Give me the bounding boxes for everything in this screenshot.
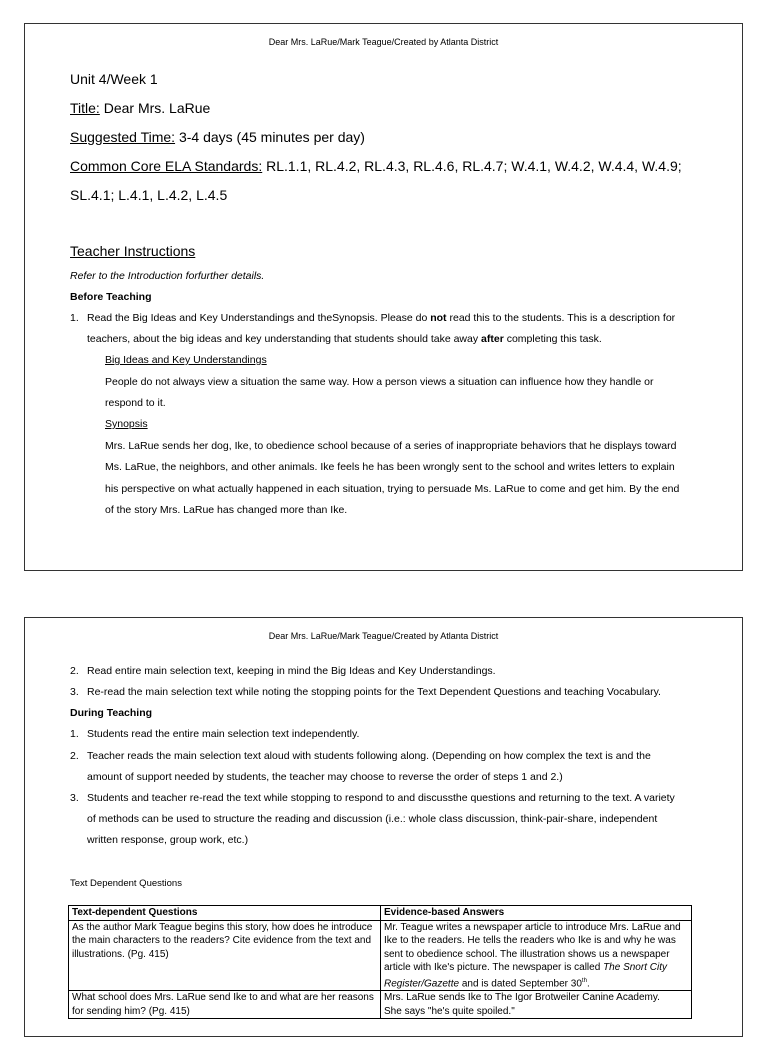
synopsis-text-3: his perspective on what actually happened in each situation, trying to persuade Ms. LaRue to come and get him. By the end [105, 483, 680, 495]
standards-line-1 [70, 158, 682, 174]
before-step-1: 1. Read the Big Ideas and Key Understandings and theSynopsis. Please do not read this to the students. This is a description for [70, 312, 676, 324]
suggested-time-value: 3-4 days (45 minutes per day) [178, 129, 365, 145]
during-step-2: 2. Teacher reads the main selection text aloud with students following along. (Depending on how complex the text is and the [70, 750, 651, 762]
before-step-3: 3. Re-read the main selection text while noting the stopping points for the Text Dependent Questions and teaching Vocabulary. [70, 686, 661, 698]
question-cell: What school does Mrs. LaRue send Ike to and what are her reasons for sending him? (Pg. 415) [69, 991, 381, 1019]
title-label: Title: [70, 100, 100, 116]
synopsis-text-4: of the story Mrs. LaRue has changed more than Ike. [105, 504, 348, 516]
synopsis-heading: Synopsis [105, 418, 148, 430]
answer-cell: Mr. Teague writes a newspaper article to introduce Mrs. LaRue and Ike to the readers. He tells the readers who Ike is and why he was sent to obedience school. The illustration shows us a newspaper article with Ike's picture. The newspaper is called The Snort City Register/Gazette and is dated September 30th. [381, 920, 692, 991]
table-header-row [69, 906, 692, 921]
title-value: Dear Mrs. LaRue [103, 100, 211, 116]
table-row [69, 991, 692, 1019]
synopsis-text-2: Ms. LaRue, the neighbors, and other animals. Ike feels he has been wrongly sent to the school and writes letters to explain [105, 461, 675, 473]
title-line [70, 100, 210, 116]
tdq-heading: Text Dependent Questions [70, 878, 182, 889]
question-cell: As the author Mark Teague begins this story, how does he introduce the main characters to the readers? Cite evidence from the text and illustrations. (Pg. 415) [69, 920, 381, 991]
during-step-3-cont-2: written response, group work, etc.) [87, 834, 249, 846]
step-number: 1. [70, 312, 79, 324]
page-1 [24, 23, 743, 571]
page-header: Dear Mrs. LaRue/Mark Teague/Created by Atlanta District [268, 37, 499, 47]
synopsis-text-1: Mrs. LaRue sends her dog, Ike, to obedience school because of a series of inappropriate behaviors that he displays toward [105, 440, 677, 452]
teacher-instructions-heading: Teacher Instructions [70, 243, 196, 259]
standards-value-1: RL.1.1, RL.4.2, RL.4.3, RL.4.6, RL.4.7; W.4.1, W.4.2, W.4.4, W.4.9; [266, 158, 682, 174]
big-ideas-heading: Big Ideas and Key Understandings [105, 354, 267, 366]
during-step-1: 1. Students read the entire main selection text independently. [70, 728, 360, 740]
page-header: Dear Mrs. LaRue/Mark Teague/Created by Atlanta District [268, 631, 499, 641]
big-ideas-text-1: People do not always view a situation the same way. How a person views a situation can influence how they handle or [105, 376, 654, 388]
standards-label: Common Core ELA Standards: [70, 158, 263, 174]
tdq-table [68, 905, 692, 1019]
during-step-3-cont-1: of methods can be used to structure the reading and discussion (i.e.: whole class discussion, think-pair-share, independent [87, 813, 658, 825]
during-step-2-cont: amount of support needed by students, the teacher may choose to reverse the order of steps 1 and 2.) [87, 771, 563, 783]
page-2 [24, 617, 743, 1037]
column-header-questions: Text-dependent Questions [69, 906, 381, 921]
before-step-1-cont: teachers, about the big ideas and key understanding that students should take away after completing this task. [87, 333, 602, 345]
during-teaching-heading: During Teaching [70, 707, 153, 719]
column-header-answers: Evidence-based Answers [381, 906, 692, 921]
unit-label: Unit 4/Week 1 [70, 71, 158, 87]
refer-note: Refer to the Introduction forfurther details. [70, 270, 265, 282]
during-step-3: 3. Students and teacher re-read the text while stopping to respond to and discussthe questions and returning to the text. A variety [70, 792, 675, 804]
suggested-time-label: Suggested Time: [70, 129, 176, 145]
standards-value-2: SL.4.1; L.4.1, L.4.2, L.4.5 [70, 187, 228, 203]
before-step-2: 2. Read entire main selection text, keeping in mind the Big Ideas and Key Understandings. [70, 665, 496, 677]
suggested-time-line [70, 129, 365, 145]
table-row [69, 920, 692, 991]
big-ideas-text-2: respond to it. [105, 397, 166, 409]
before-teaching-heading: Before Teaching [70, 291, 152, 303]
answer-cell: Mrs. LaRue sends Ike to The Igor Brotweiler Canine Academy. She says "he's quite spoiled." [381, 991, 692, 1019]
